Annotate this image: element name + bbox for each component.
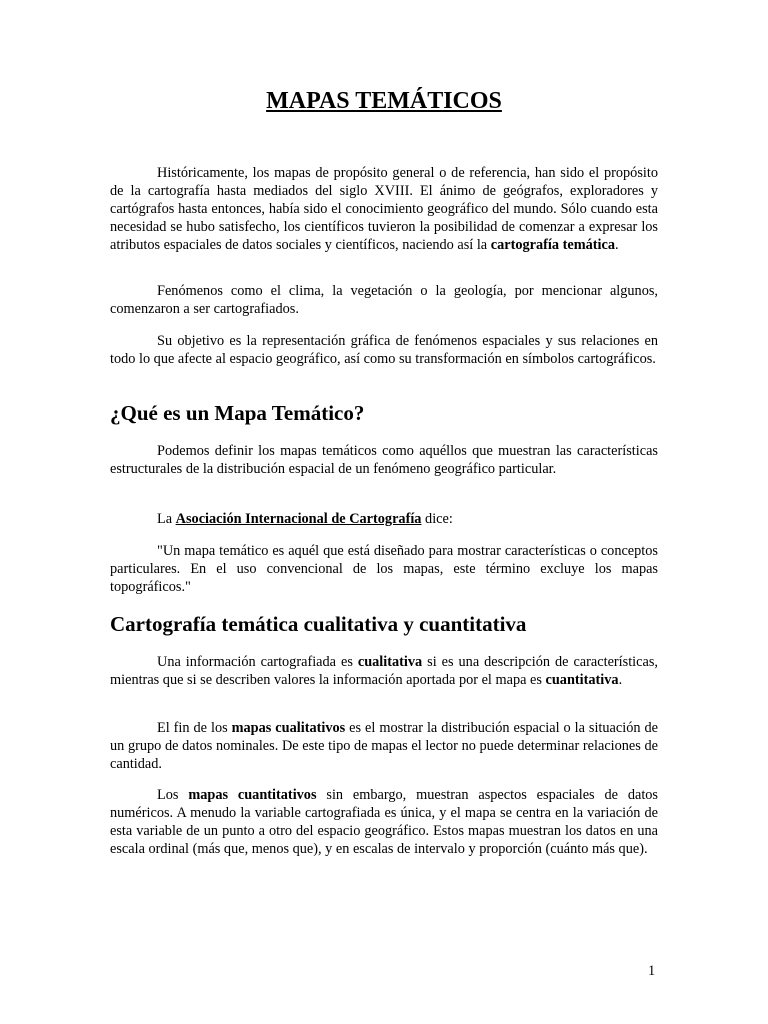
text-run: es el mostrar la distribución espacial o la situación de un grupo de datos nominales. De este tipo de mapas el lector no puede determinar relaciones de cantidad. xyxy=(110,720,658,772)
section2-paragraph-3 xyxy=(110,786,658,858)
text-run: dice: xyxy=(421,511,453,527)
intro-paragraph-1 xyxy=(110,164,658,254)
intro-paragraph-2: Fenómenos como el clima, la vegetación o la geología, por mencionar algunos, comenzaron a ser cartografiados. xyxy=(110,283,658,317)
bold-term: mapas cualitativos xyxy=(231,720,346,736)
section-heading-cartografia: Cartografía temática cualitativa y cuantitativa xyxy=(110,612,527,636)
section2-paragraph-2 xyxy=(110,719,658,773)
association-link[interactable]: Asociación Internacional de Cartografía xyxy=(175,511,422,527)
text-run: sin embargo, muestran aspectos espaciales de datos numéricos. A menudo la variable cartografiada es única, y el mapa se centra en la variación de esta variable de un punto a otro del espacio geográfico. Estos mapas muestran los datos en una escala ordinal (más que, menos que), y en escalas de intervalo y proporción (cuánto más que). xyxy=(110,787,658,857)
bold-term: cartografía temática xyxy=(490,237,615,253)
text-run: . xyxy=(618,672,623,688)
text-run: Una información cartografiada es xyxy=(157,654,358,670)
text-run: Los xyxy=(157,787,189,803)
text-run: El fin de los xyxy=(157,720,232,736)
bold-term: mapas cuantitativos xyxy=(188,787,317,803)
section1-quote: "Un mapa temático es aquél que está diseñado para mostrar características o conceptos particulares. En el uso convencional de los mapas, este término excluye los mapas topográficos." xyxy=(110,543,658,595)
intro-paragraph-3: Su objetivo es la representación gráfica de fenómenos espaciales y sus relaciones en todo lo que afecte al espacio geográfico, así como su transformación en símbolos cartográficos. xyxy=(110,333,658,367)
section2-paragraph-1 xyxy=(110,653,658,689)
page-number: 1 xyxy=(648,963,656,979)
section-heading-que-es: ¿Qué es un Mapa Temático? xyxy=(110,401,365,425)
section1-paragraph-1: Podemos definir los mapas temáticos como aquéllos que muestran las características estructurales de la distribución espacial de un fenómeno geográfico particular. xyxy=(110,443,658,477)
text-run: La xyxy=(157,511,176,527)
bold-term: cuantitativa xyxy=(545,672,619,688)
text-run: Históricamente, los mapas de propósito general o de referencia, han sido el propósito de la cartografía hasta mediados del siglo XVIII. El ánimo de geógrafos, exploradores y cartógrafos hasta entonces, había sido el conocimiento geográfico del mundo. Sólo cuando esta necesidad se hubo satisfecho, los científicos tuvieron la posibilidad de comenzar a expresar los atributos espaciales de datos sociales y científicos, naciendo así la xyxy=(110,165,658,253)
bold-term: cualitativa xyxy=(357,654,423,670)
section1-paragraph-2 xyxy=(110,510,658,528)
page-title: MAPAS TEMÁTICOS xyxy=(266,88,502,114)
text-run: . xyxy=(614,237,619,253)
text-run: si es una descripción de características, mientras que si se describen valores la información aportada por el mapa es xyxy=(110,654,658,688)
